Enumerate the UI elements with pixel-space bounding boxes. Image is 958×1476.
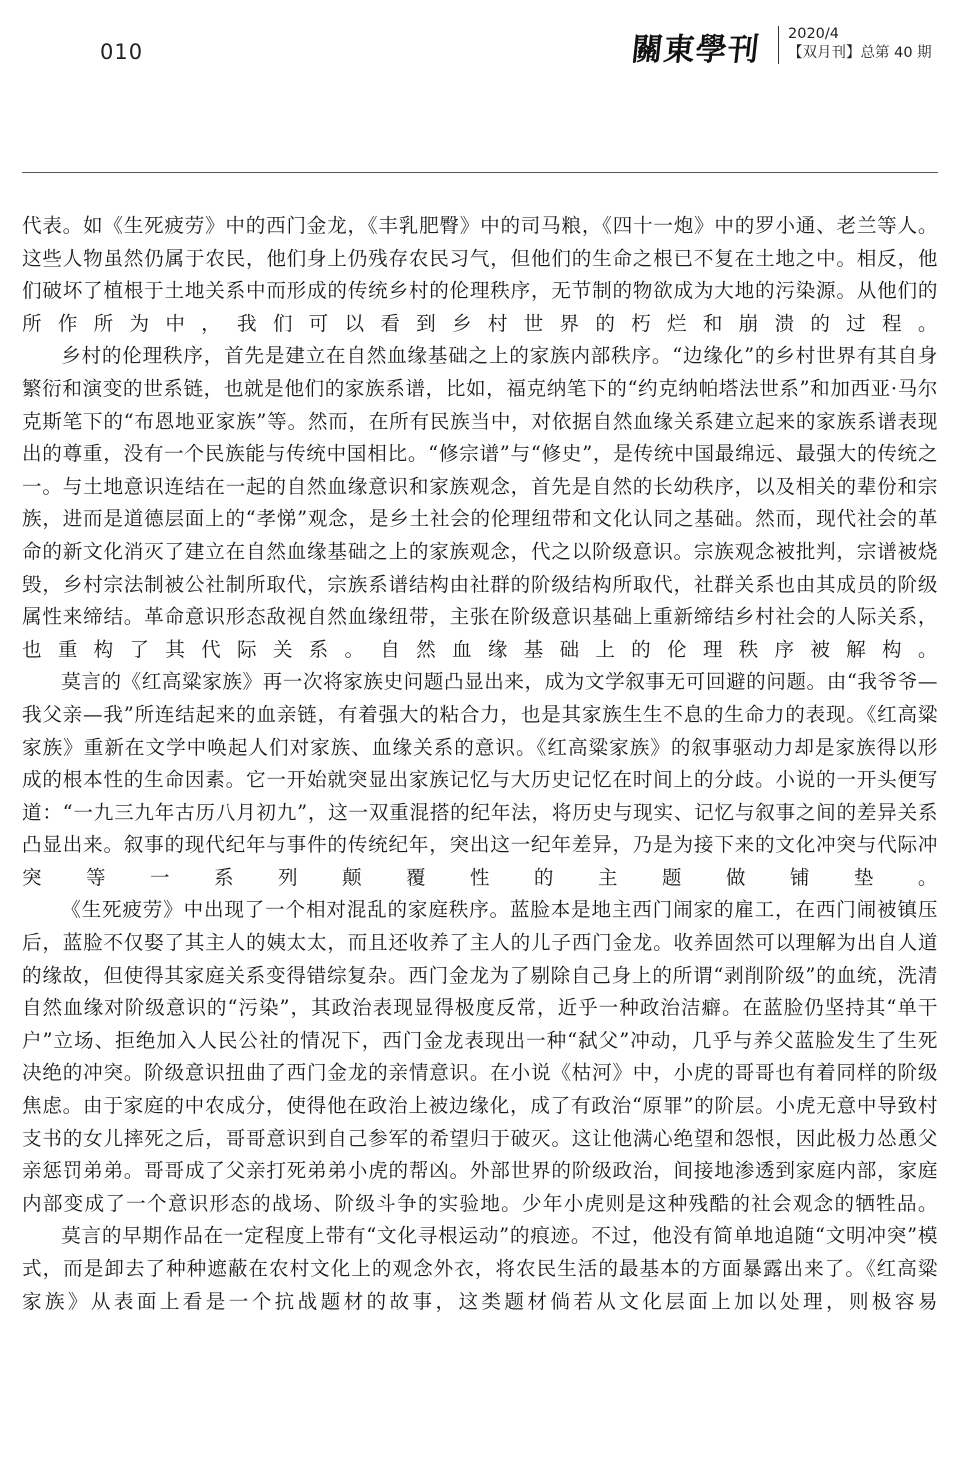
- header-divider: [778, 26, 779, 64]
- text-line: 其自身繁衍和演变的世系链，也就是他们的家族系谱，比如，福克纳笔下的“约克纳帕塔法世系”和: [22, 344, 938, 400]
- page-number: 010: [100, 40, 144, 64]
- text-line: 叙事之间的差异关系凸显出来。叙事的现代纪年与事件的传统纪年，突出这一纪年差异，乃是为接: [22, 800, 938, 857]
- text-line: 这让他满心绝望和怨恨，因此极力怂恿父亲惩罚弟弟。哥哥成了父亲打死弟弟小虎的帮凶。外部: [22, 1126, 938, 1183]
- text-line: 级”的血统，洗清自然血缘对阶级意识的“污染”，其政治表现显得极度反常，近乎一种政治洁癖。在: [22, 963, 938, 1020]
- text-line: 结构所取代，社群关系也由其成员的阶级属性来缔结。革命意识形态敌视自然血缘纽带，主张在阶: [22, 572, 938, 629]
- paragraph: [22, 340, 938, 666]
- text-line: 加西亚·马尔克斯笔下的“布恩地亚家族”等。然而，在所有民族当中，对依据自然血缘关系建立起: [22, 376, 938, 433]
- text-line: 秩序，以及相关的辈份和宗族，进而是道德层面上的“孝悌”观念，是乡土社会的伦理纽带和文化认: [22, 474, 938, 531]
- paragraph: [22, 1220, 938, 1318]
- text-line: 与养父蓝脸发生了生死决绝的冲突。阶级意识扭曲了西门金龙的亲情意识。在小说《枯河》中，小: [22, 1028, 938, 1085]
- issue-note: 【双月刊】总第 40 期: [788, 45, 932, 61]
- text-line: 虎的哥哥也有着同样的阶级焦虑。由于家庭的中农成分，使得他在政治上被边缘化，成了有政治: [22, 1061, 938, 1118]
- paragraph: [22, 894, 938, 1220]
- text-line: 《红高粱家族》从表面上看是一个抗战题材的故事，这类题材倘若从文化层面上加以处理，则极容易: [22, 1257, 938, 1313]
- text-line: 莫言的早期作品在一定程度上带有“文化寻根运动”的痕迹。不过，他没有简单地追随“文明冲: [61, 1224, 887, 1248]
- text-line: 来的家族系谱表现出的尊重，没有一个民族能与传统中国相比。“修宗谱”与“修史”，是传统中国最: [22, 409, 938, 466]
- text-line: 《红高粱家族》重新在文学中唤起人们对家族、血缘关系的意识。《红高粱家族》的叙事驱动力却是: [22, 702, 938, 759]
- text-line: 级意识。宗族观念被批判，宗谱被烧毁，乡村宗法制被公社制所取代，宗族系谱结构由社群的阶级: [22, 539, 938, 596]
- text-line: 《生死疲劳》中出现了一个相对混乱的家庭秩序。蓝脸本是地主西门闹家的雇工，在西门闹被: [61, 898, 898, 922]
- text-line: 镇压后，蓝脸不仅娶了其主人的姨太太，而且还收养了主人的儿子西门金龙。收养固然可以理解为: [22, 898, 938, 955]
- text-line: 同之基础。然而，现代社会的革命的新文化消灭了建立在自然血缘基础之上的家族观念，代之以阶: [22, 507, 938, 563]
- text-line: 反，他们破坏了植根于土地关系中而形成的传统乡村的伦理秩序，无节制的物欲成为大地的污染: [22, 246, 938, 303]
- text-line: 级意识基础上重新缔结乡村社会的人际关系，也重构了其代际关系。自然血缘基础上的伦理秩序: [22, 605, 939, 661]
- issue-year: 2020/4: [788, 26, 840, 42]
- journal-title: 關東學刊: [629, 32, 762, 68]
- paragraph: [22, 666, 938, 894]
- text-line: 乡村的伦理秩序，首先是建立在自然血缘基础之上的家族内部秩序。“边缘化”的乡村世界有: [61, 344, 878, 368]
- text-line: 小说的一开头便写道：“一九三九年古历八月初九”，这一双重混搭的纪年法，将历史与现实、记忆与: [22, 768, 938, 824]
- text-line: 出自人道的缘故，但使得其家庭关系变得错综复杂。西门金龙为了剔除自己身上的所谓“剥削阶: [22, 931, 938, 987]
- text-line: 爷—我父亲—我”所连结起来的血亲链，有着强大的粘合力，也是其家族生生不息的生命力的表现。: [22, 670, 938, 726]
- text-line: 下来的文化冲突与代际冲突等一系列颠覆性的主题做铺垫。: [22, 833, 938, 889]
- header-rule: [22, 172, 938, 173]
- text-line: “原罪”的阶层。小虎无意中导致村支书的女儿摔死之后，哥哥意识到自己参军的希望归于破灭。: [22, 1094, 938, 1150]
- text-line: 世界的阶级政治，间接地渗透到家庭内部，家庭内部变成了一个意识形态的战场、阶级斗争的实验: [22, 1159, 938, 1215]
- issue-info: [788, 25, 932, 63]
- text-line: 家族得以形成的根本性的生命因素。它一开始就突显出家族记忆与大历史记忆在时间上的分歧。: [22, 735, 939, 792]
- text-line: 源。从他们的所作所为中，我们可以看到乡村世界的朽烂和崩溃的过程。: [22, 279, 938, 335]
- text-line: 代表。如《生死疲劳》中的西门金龙，《丰乳肥臀》中的司马粮，《四十一炮》中的罗小通、老兰等人。: [22, 214, 938, 237]
- article-body: [22, 210, 938, 1318]
- text-line: 被解构。: [810, 637, 938, 661]
- text-line: 这些人物虽然仍属于农民，他们身上仍残存农民习气，但他们的生命之根已不复在土地之中。相: [22, 246, 878, 270]
- text-line: 蓝脸仍坚持其“单干户”立场、拒绝加入人民公社的情况下，西门金龙表现出一种“弑父”冲动，几乎: [22, 996, 938, 1052]
- text-line: 绵远、最强大的传统之一。与土地意识连结在一起的自然血缘意识和家族观念，首先是自然的长幼: [22, 442, 939, 498]
- text-line: 莫言的《红高粱家族》再一次将家族史问题凸显出来，成为文学叙事无可回避的问题。由“我爷: [61, 670, 898, 694]
- text-line: 突”模式，而是卸去了种种遮蔽在农村文化上的观念外衣，将农民生活的最基本的方面暴露出来了。: [22, 1224, 938, 1280]
- paragraph: [22, 210, 938, 340]
- text-line: 地。少年小虎则是这种残酷的社会观念的牺牲品。: [480, 1191, 938, 1215]
